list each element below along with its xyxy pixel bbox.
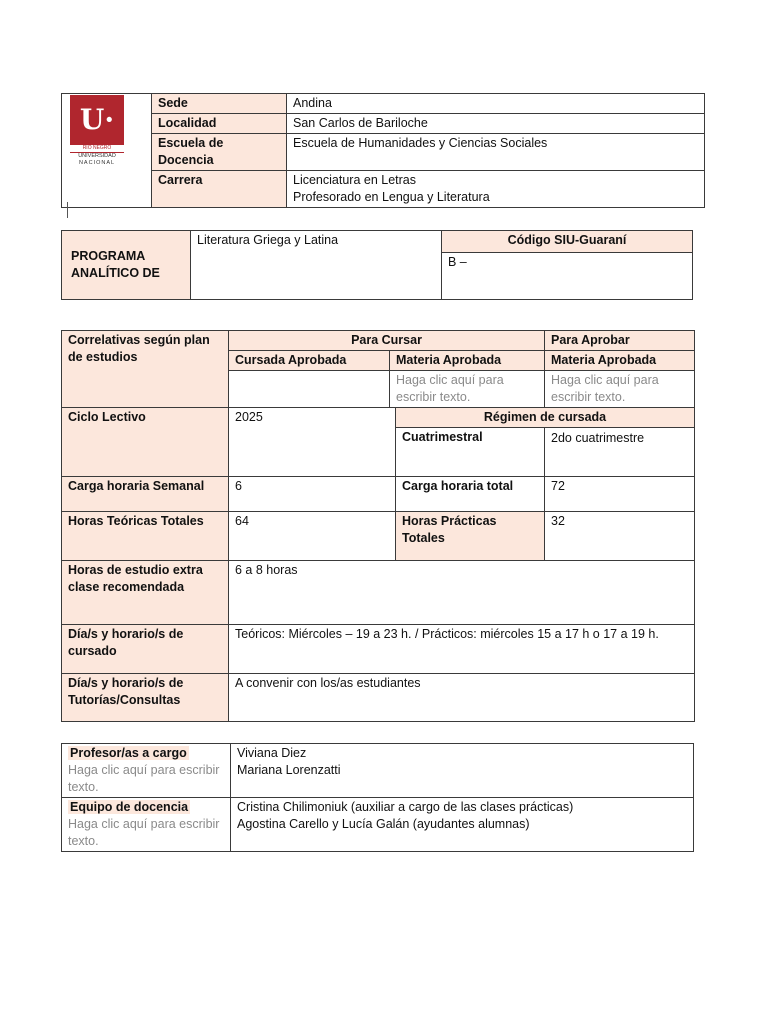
- equipo-values[interactable]: [231, 798, 694, 852]
- equipo-1: Cristina Chilimoniuk (auxiliar a cargo de las clases prácticas): [237, 800, 574, 814]
- carrera-label: Carrera: [152, 171, 287, 208]
- correlativas-label: Correlativas según plan de estudios: [62, 331, 229, 408]
- regimen-label: Régimen de cursada: [396, 408, 695, 428]
- equipo-2: Agostina Carello y Lucía Galán (ayudantes alumnas): [237, 817, 530, 831]
- tutorias-label: Día/s y horario/s de Tutorías/Consultas: [62, 674, 229, 722]
- carga-semanal-label: Carga horaria Semanal: [62, 477, 229, 512]
- profesor-placeholder[interactable]: Haga clic aquí para escribir texto.: [68, 763, 220, 794]
- logo-line-universidad: UNIVERSIDAD: [78, 153, 116, 159]
- profesor-1: Viviana Diez: [237, 746, 307, 760]
- teoricas-label: Horas Teóricas Totales: [62, 512, 229, 561]
- localidad-value[interactable]: San Carlos de Bariloche: [287, 114, 705, 134]
- carrera-value[interactable]: [287, 171, 705, 208]
- teoricas-value[interactable]: 64: [229, 512, 396, 561]
- profesor-cell: [62, 744, 231, 798]
- carga-total-label: Carga horaria total: [396, 477, 545, 512]
- horario-label: Día/s y horario/s de cursado: [62, 625, 229, 674]
- profesor-2: Mariana Lorenzatti: [237, 763, 341, 777]
- docentes-table: [61, 743, 694, 852]
- profesor-values[interactable]: [231, 744, 694, 798]
- practicas-label: Horas Prácticas Totales: [396, 512, 545, 561]
- horario-value[interactable]: Teóricos: Miércoles – 19 a 23 h. / Prácticos: miércoles 15 a 17 h o 17 a 19 h.: [229, 625, 695, 674]
- materia-value[interactable]: Literatura Griega y Latina: [191, 231, 442, 300]
- materia-aprobada-header-2: Materia Aprobada: [545, 351, 695, 371]
- carrera-line-1: Licenciatura en Letras: [293, 173, 416, 187]
- carrera-line-2: Profesorado en Lengua y Literatura: [293, 190, 490, 204]
- cursor-mark: [67, 202, 68, 218]
- practicas-value[interactable]: 32: [545, 512, 695, 561]
- materia-aprobada-field[interactable]: Haga clic aquí para escribir texto.: [390, 371, 545, 408]
- logo-line-nacional: NACIONAL: [78, 160, 116, 166]
- carga-total-value[interactable]: 72: [545, 477, 695, 512]
- para-aprobar-header: Para Aprobar: [545, 331, 695, 351]
- programa-label: PROGRAMA ANALÍTICO DE: [62, 231, 191, 300]
- regimen-tipo[interactable]: Cuatrimestral: [396, 428, 545, 477]
- equipo-placeholder[interactable]: Haga clic aquí para escribir texto.: [68, 817, 220, 848]
- codigo-value[interactable]: B –: [442, 253, 693, 300]
- para-cursar-header: Para Cursar: [229, 331, 545, 351]
- sede-label: Sede: [152, 94, 287, 114]
- profesor-label: Profesor/as a cargo: [70, 746, 187, 760]
- codigo-label: Código SIU-Guaraní: [442, 231, 693, 253]
- ciclo-label: Ciclo Lectivo: [62, 408, 229, 477]
- escuela-label: Escuela de Docencia: [152, 134, 287, 171]
- estudio-value[interactable]: 6 a 8 horas: [229, 561, 695, 625]
- header-table: [61, 93, 705, 208]
- logo-cell: [62, 94, 152, 208]
- tutorias-value[interactable]: A convenir con los/as estudiantes: [229, 674, 695, 722]
- logo-mark: U·: [70, 95, 124, 145]
- localidad-label: Localidad: [152, 114, 287, 134]
- details-table: [61, 330, 695, 722]
- programa-table: [61, 230, 693, 300]
- materia-aprobada-field-2[interactable]: Haga clic aquí para escribir texto.: [545, 371, 695, 408]
- equipo-label: Equipo de docencia: [70, 800, 189, 814]
- sede-value[interactable]: Andina: [287, 94, 705, 114]
- ciclo-value[interactable]: 2025: [229, 408, 396, 477]
- cursada-aprobada-header: Cursada Aprobada: [229, 351, 390, 371]
- university-logo: [70, 95, 124, 171]
- cursada-aprobada-field[interactable]: [229, 371, 390, 408]
- equipo-cell: [62, 798, 231, 852]
- regimen-valor[interactable]: 2do cuatrimestre: [545, 428, 695, 477]
- carga-semanal-value[interactable]: 6: [229, 477, 396, 512]
- escuela-value[interactable]: Escuela de Humanidades y Ciencias Sociales: [287, 134, 705, 171]
- materia-aprobada-header: Materia Aprobada: [390, 351, 545, 371]
- estudio-label: Horas de estudio extra clase recomendada: [62, 561, 229, 625]
- logo-line-rio-negro: RÍO NEGRO: [70, 145, 124, 153]
